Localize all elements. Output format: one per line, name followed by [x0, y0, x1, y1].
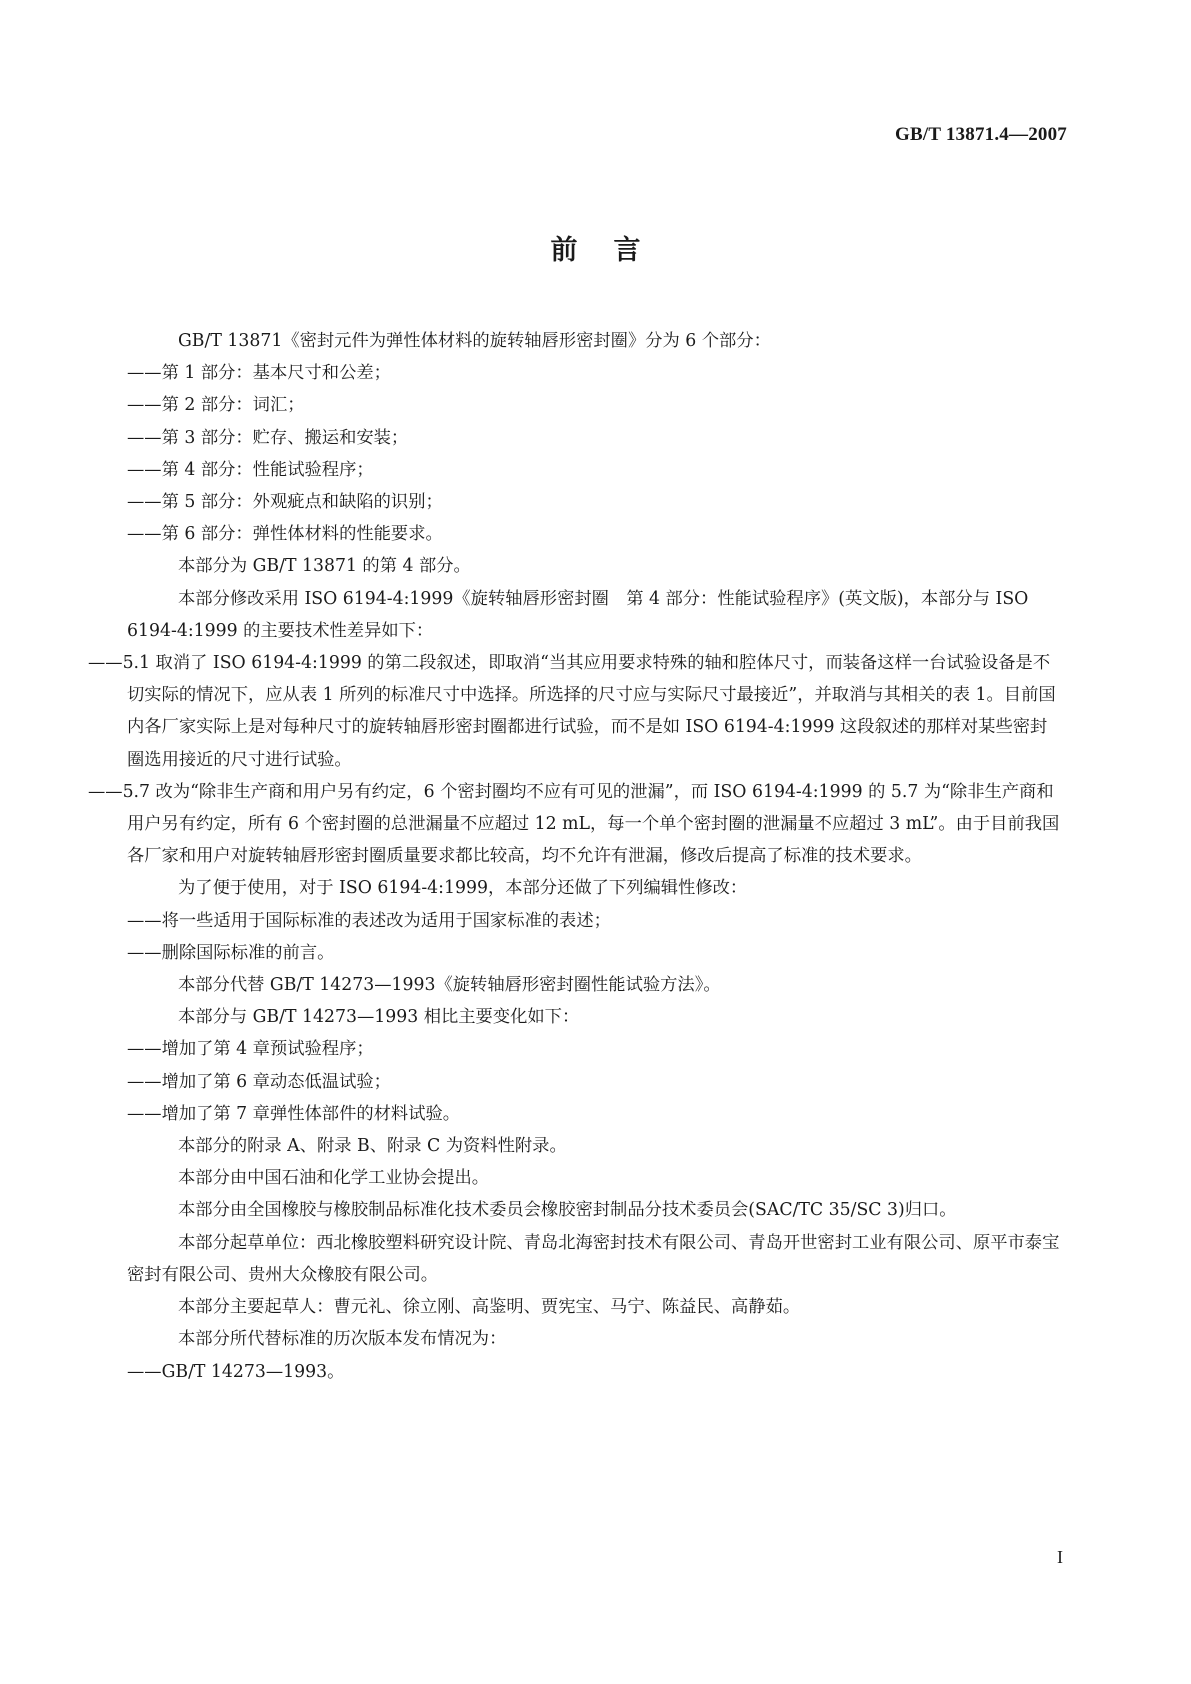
list-item-part-1: ——第 1 部分：基本尺寸和公差；	[127, 363, 391, 384]
list-item-change-3: ——增加了第 7 章弹性体部件的材料试验。	[127, 1103, 461, 1124]
paragraph-editorial-intro: 为了便于使用，对于 ISO 6194-4:1999，本部分还做了下列编辑性修改：	[178, 878, 748, 899]
paragraph-part-number: 本部分为 GB/T 13871 的第 4 部分。	[178, 556, 471, 577]
list-item-part-5: ——第 5 部分：外观疵点和缺陷的识别；	[127, 492, 443, 513]
paragraph-centralized-by: 本部分由全国橡胶与橡胶制品标准化技术委员会橡胶密封制品分技术委员会(SAC/TC 35/SC 3)归口。	[178, 1200, 957, 1221]
list-item-editorial-1: ——将一些适用于国际标准的表述改为适用于国家标准的表述；	[127, 910, 611, 931]
paragraph-drafters: 本部分主要起草人：曹元礼、徐立刚、高鉴明、贾宪宝、马宁、陈益民、高静茹。	[178, 1297, 801, 1318]
list-item-change-2: ——增加了第 6 章动态低温试验；	[127, 1071, 391, 1092]
standard-code: GB/T 13871.4—2007	[895, 124, 1067, 145]
list-item-difference-5-1: ——5.1 取消了 ISO 6194-4:1999 的第二段叙述，即取消“当其应用要求特殊的轴和腔体尺寸，而装备这样一台试验设备是不切实际的情况下，应从表 1 所列的标准尺寸中选择。所选择的尺寸应与实际尺寸最接近”，并取消与其相关的表 1。目前国内各厂家实际上是对每种尺寸的旋转轴唇形密封圈都进行试验，而不是如 ISO 6194-4:1999 这段叙述的那样对某些密封圈选用接近的尺寸进行试验。	[88, 653, 1056, 770]
paragraph-changes-intro: 本部分与 GB/T 14273—1993 相比主要变化如下：	[178, 1007, 580, 1028]
list-item-part-3: ——第 3 部分：贮存、搬运和安装；	[127, 427, 409, 448]
paragraph-annexes: 本部分的附录 A、附录 B、附录 C 为资料性附录。	[178, 1136, 567, 1157]
list-item-change-1: ——增加了第 4 章预试验程序；	[127, 1039, 374, 1060]
list-item-part-4: ——第 4 部分：性能试验程序；	[127, 459, 374, 480]
list-item-history-1: ——GB/T 14273—1993。	[127, 1361, 345, 1382]
paragraph-adoption: 本部分修改采用 ISO 6194-4:1999《旋转轴唇形密封圈 第 4 部分：性能试验程序》(英文版)，本部分与 ISO 6194-4:1999 的主要技术性差异如下：	[127, 588, 1029, 641]
paragraph-series-intro: GB/T 13871《密封元件为弹性体材料的旋转轴唇形密封圈》分为 6 个部分：	[178, 331, 771, 351]
paragraph-replaces: 本部分代替 GB/T 14273—1993《旋转轴唇形密封圈性能试验方法》。	[178, 975, 721, 996]
paragraph-proposed-by: 本部分由中国石油和化学工业协会提出。	[178, 1168, 490, 1189]
paragraph-drafting-units: 本部分起草单位：西北橡胶塑料研究设计院、青岛北海密封技术有限公司、青岛开世密封工业有限公司、原平市泰宝密封有限公司、贵州大众橡胶有限公司。	[127, 1232, 1060, 1285]
foreword-body	[88, 325, 1062, 1388]
list-item-editorial-2: ——删除国际标准的前言。	[127, 942, 335, 963]
paragraph-history-intro: 本部分所代替标准的历次版本发布情况为：	[178, 1329, 507, 1350]
page-number: I	[1057, 1547, 1063, 1567]
list-item-difference-5-7: ——5.7 改为“除非生产商和用户另有约定，6 个密封圈均不应有可见的泄漏”，而 ISO 6194-4:1999 的 5.7 为“除非生产商和用户另有约定，所有 6 个密封圈的总泄漏量不应超过 12 mL，每一个单个密封圈的泄漏量不应超过 3 mL”。由于目前我国各厂家和用户对旋转轴唇形密封圈质量要求都比较高，均不允许有泄漏，修改后提高了标准的技术要求。	[88, 781, 1060, 867]
list-item-part-2: ——第 2 部分：词汇；	[127, 395, 305, 416]
list-item-part-6: ——第 6 部分：弹性体材料的性能要求。	[127, 524, 443, 545]
page-title: 前言	[550, 235, 677, 266]
